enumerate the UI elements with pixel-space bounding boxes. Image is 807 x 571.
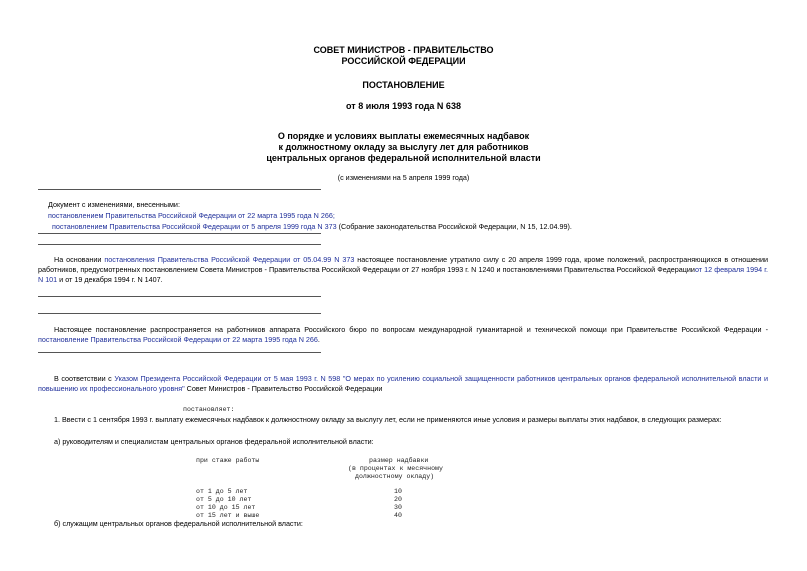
table-col2-header-1: размер надбавки <box>369 457 429 464</box>
table-row-value: 40 <box>394 512 402 519</box>
decree-link[interactable]: Указом Президента Российской Федерации от 5 мая 1993 г. N 598 <box>114 374 341 383</box>
divider <box>38 296 321 297</box>
table-row-value: 20 <box>394 496 402 503</box>
table-row-value: 30 <box>394 504 402 511</box>
item-1b: б) служащим центральных органов федеральной исполнительной власти: <box>54 519 303 528</box>
divider <box>38 189 321 190</box>
doc-title-line-2: к должностному окладу за выслугу лет для работников <box>278 142 529 152</box>
repeal-link[interactable]: постановления Правительства Российской Федерации от 05.04.99 N 373 <box>104 255 355 264</box>
changes-intro: Документ с изменениями, внесенными: <box>48 200 180 209</box>
doc-type: ПОСТАНОВЛЕНИЕ <box>362 80 445 90</box>
table-row-value: 10 <box>394 488 402 495</box>
doc-date-number: от 8 июля 1993 года N 638 <box>346 101 461 111</box>
decree-title-link[interactable]: "О мерах по усилению социальной защищенности работников центральных органов федеральной исполнительной власти и повышению их профессионального уровня" <box>38 374 769 393</box>
org-line-1: СОВЕТ МИНИСТРОВ - ПРАВИТЕЛЬСТВО <box>313 45 494 55</box>
link-1994-101[interactable]: от 12 февраля 1994 г. N 101 <box>38 265 768 284</box>
doc-title-line-1: О порядке и условиях выплаты ежемесячных надбавок <box>277 131 530 141</box>
table-col2-header-3: должностному окладу) <box>355 473 435 480</box>
doc-title-line-3: центральных органов федеральной исполнительной власти <box>266 153 541 163</box>
table-col2-header-2: (в процентах к месячному <box>348 465 443 472</box>
scope-link[interactable]: постановление Правительства Российской Федерации от 22 марта 1995 года N 266 <box>38 335 318 344</box>
divider <box>38 313 321 314</box>
amendment-source: (Собрание законодательства Российской Федерации, N 15, 12.04.99). <box>336 222 572 231</box>
divider <box>38 244 321 245</box>
item-1a: а) руководителям и специалистам центральных органов федеральной исполнительной власти: <box>54 437 374 446</box>
item-1: 1. Ввести с 1 сентября 1993 г. выплату ежемесячных надбавок к должностному окладу за выслугу лет, если не применяются иные условия и размеры выплаты этих надбавок, в следующих размерах: <box>54 415 722 424</box>
table-row-period: от 10 до 15 лет <box>196 504 256 511</box>
table-col1-header: при стаже работы <box>196 457 260 464</box>
amendment-link-1999[interactable]: постановлением Правительства Российской Федерации от 5 апреля 1999 года N 373 <box>52 222 337 231</box>
amendment-link-1995[interactable]: постановлением Правительства Российской Федерации от 22 марта 1995 года N 266; <box>48 211 335 220</box>
amendment-line-1999 <box>52 222 572 232</box>
note-repeal: На основании постановления Правительства Российской Федерации от 05.04.99 N 373 настоящее постановление утратило силу с 20 апреля 1999 года, кроме положений, распространяющихся в отношении работников, предусмотренных постановлением Совета Министров - Правительства Российской Федерации от 27 ноября 1993 г. N 1240 и постановлениями Правительства Российской Федерацииот 12 февраля 1994 г. N 101 и от 19 декабря 1994 г. N 1407. <box>38 255 768 284</box>
table-row-period: от 15 лет и выше <box>196 512 260 519</box>
note-scope: Настоящее постановление распространяется на работников аппарата Российского бюро по вопросам международной гуманитарной и технической помощи при Правительстве Российской Федерации - постановление Правительства Российской Федерации от 22 марта 1995 года N 266. <box>38 325 768 344</box>
table-row-period: от 1 до 5 лет <box>196 488 248 495</box>
decree-word: постановляет: <box>183 406 235 413</box>
divider <box>38 352 321 353</box>
table-row-period: от 5 до 10 лет <box>196 496 252 503</box>
org-line-2: РОССИЙСКОЙ ФЕДЕРАЦИИ <box>341 56 466 66</box>
preamble: В соответствии с Указом Президента Российской Федерации от 5 мая 1993 г. N 598 "О мерах по усилению социальной защищенности работников центральных органов федеральной исполнительной власти и повышению их профессионального уровня" Совет Министров - Правительство Российской Федерации <box>38 374 769 393</box>
divider <box>38 233 321 234</box>
amendments-note: (с изменениями на 5 апреля 1999 года) <box>337 173 470 182</box>
